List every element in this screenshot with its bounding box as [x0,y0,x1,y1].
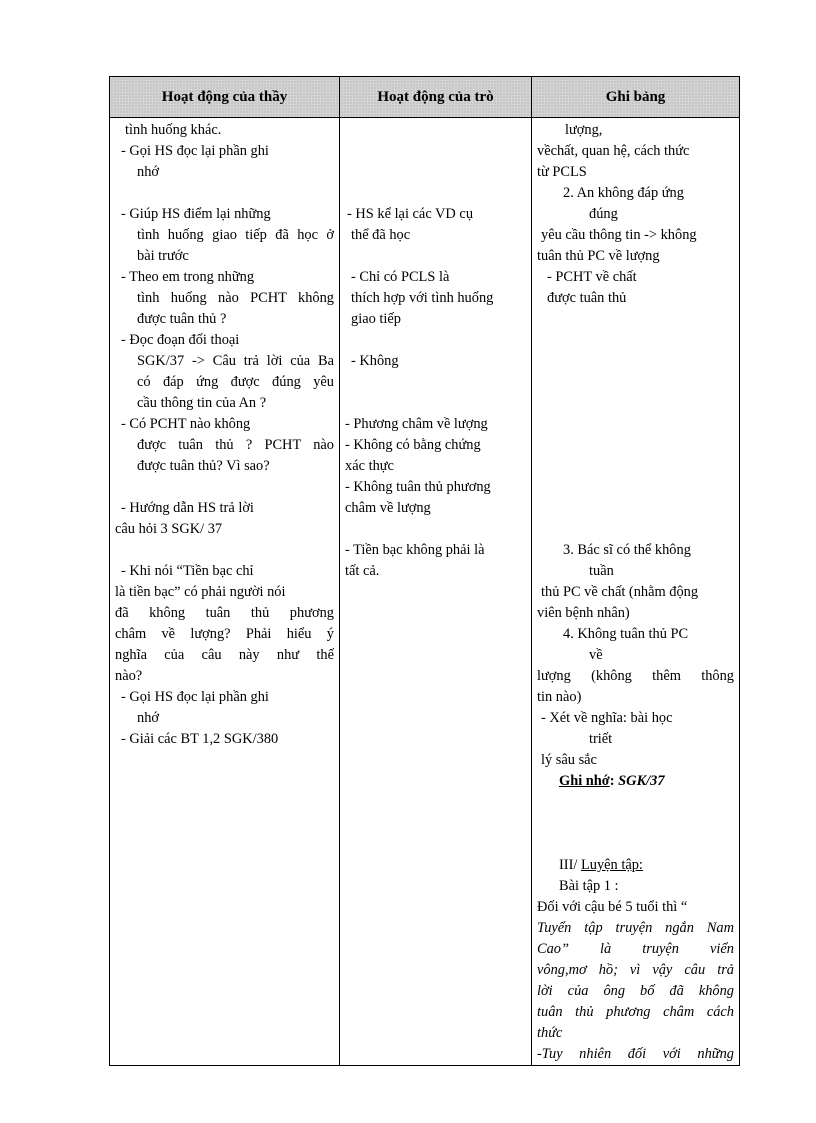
text-line: yêu cầu thông tin -> không [541,227,697,243]
text-line: - Phương châm về lượng [345,416,488,432]
spacer [345,141,526,162]
text-line: thức [537,1025,563,1041]
text-line: thủ PC về chất (nhằm động [541,584,699,600]
text-line: triết [589,731,613,747]
text-line: - Gọi HS đọc lại phần ghi [121,689,269,705]
text-line: nhớ [137,164,160,180]
text-line: xác thực [345,458,394,474]
spacer [345,372,526,393]
content-row [110,118,740,1066]
text-line: - Có PCHT nào không [121,416,251,432]
practice-label: Luyện tập: [580,857,643,873]
teacher-activity-cell [110,118,340,1066]
memory-note-line: Ghi nhớ: SGK/37 [559,773,665,789]
text-line: -Tuy nhiên đối với những [537,1046,734,1062]
text-line: SGK/37 -> Câu trả lời của Ba [137,353,334,369]
spacer [345,162,526,183]
text-line: tình huống khác. [125,122,222,138]
text-line: là tiền bạc” có phải người nói [115,584,286,600]
practice-numeral: III/ [559,857,581,873]
text-line: - Giúp HS điểm lại những [121,206,271,222]
text-line: lý sâu sắc [541,752,597,768]
text-line: viên bệnh nhân) [537,605,630,621]
text-line: thể đã học [351,227,411,243]
text-line: thích hợp với tình huống [351,290,494,306]
text-line: - Khi nói “Tiền bạc chỉ [121,563,254,579]
text-line: 4. Không tuân thủ PC [563,626,689,642]
spacer [345,183,526,204]
text-line: 3. Bác sĩ có thể không [563,542,691,558]
header-row [110,77,740,118]
text-line: nào? [115,668,143,684]
text-line: vông,mơ hồ; vì vậy câu trả [537,962,734,978]
text-line: tuân thủ PC về lượng [537,248,660,264]
text-line: đúng [589,206,618,222]
text-line: giao tiếp [351,311,401,327]
spacer [345,246,526,267]
text-line: đã không tuân thủ phương [115,605,334,621]
text-line: - Gọi HS đọc lại phần ghi [121,143,269,159]
spacer [345,330,526,351]
text-line: - Xét về nghĩa: bài học [541,710,673,726]
text-line: lời của ông bố đã không [537,983,734,999]
text-line: - HS kể lại các VD cụ [347,206,474,222]
spacer [345,519,526,540]
spacer [115,477,334,498]
text-line: - Theo em trong những [121,269,255,285]
spacer [115,540,334,561]
header-board-notes: Ghi bảng [532,77,740,118]
text-line: được tuân thủ? Vì sao? [137,458,270,474]
text-line: lượng (không thêm thông [537,668,734,684]
text-line: tình huống nào PCHT không [137,290,334,306]
text-line: tuân thủ phương châm cách [537,1004,734,1020]
text-line: về [589,647,603,663]
text-line: - Đọc đoạn đối thoại [121,332,240,348]
text-line: - Tiền bạc không phải là [345,542,485,558]
spacer [115,183,334,204]
text-line: tin nào) [537,689,582,705]
header-student-activity: Hoạt động của trò [340,77,532,118]
board-notes-cell [532,118,740,1066]
memory-note-ref: SGK/37 [618,773,665,789]
text-line: - Không có bằng chứng [345,437,481,453]
header-teacher-activity: Hoạt động của thầy [110,77,340,118]
lesson-plan-table [109,76,740,1066]
text-line: có đáp ứng được đúng yêu [137,374,334,390]
text-line: được tuân thủ [547,290,627,306]
spacer [345,393,526,414]
text-line: tất cả. [345,563,380,579]
text-line: Đối với cậu bé 5 tuổi thì “ [537,899,688,915]
text-line: Tuyển tập truyện ngắn Nam [537,920,734,936]
text-line: nhớ [137,710,160,726]
text-line: - Không [351,353,399,369]
spacer [345,120,526,141]
text-line: - Giải các BT 1,2 SGK/380 [121,731,279,747]
text-line: - PCHT về chất [547,269,637,285]
text-line: vềchất, quan hệ, cách thức [537,143,690,159]
text-line: - Chỉ có PCLS là [351,269,450,285]
text-line: lượng, [565,122,603,138]
text-line: - Hướng dẫn HS trả lời [121,500,254,516]
text-line: tuần [589,563,614,579]
text-line: tình huống giao tiếp đã học ở [137,227,334,243]
text-line: Bài tập 1 : [559,878,619,894]
text-line: châm về lượng [345,500,431,516]
text-line: cầu thông tin của An ? [137,395,267,411]
text-line: châm về lượng? Phải hiểu ý [115,626,334,642]
memory-note-label: Ghi nhớ [559,773,610,789]
text-line: được tuân thủ ? PCHT nào [137,437,334,453]
text-line: nghĩa của câu này như thế [115,647,334,663]
text-line: bài trước [137,248,189,264]
text-line: từ PCLS [537,164,587,180]
text-line: được tuân thủ ? [137,311,227,327]
text-line: Cao” là truyện viển [537,941,734,957]
text-line: - Không tuân thủ phương [345,479,491,495]
student-activity-cell [340,118,532,1066]
text-line: 2. An không đáp ứng [563,185,684,201]
text-line: câu hỏi 3 SGK/ 37 [115,521,223,537]
practice-heading [537,855,734,876]
